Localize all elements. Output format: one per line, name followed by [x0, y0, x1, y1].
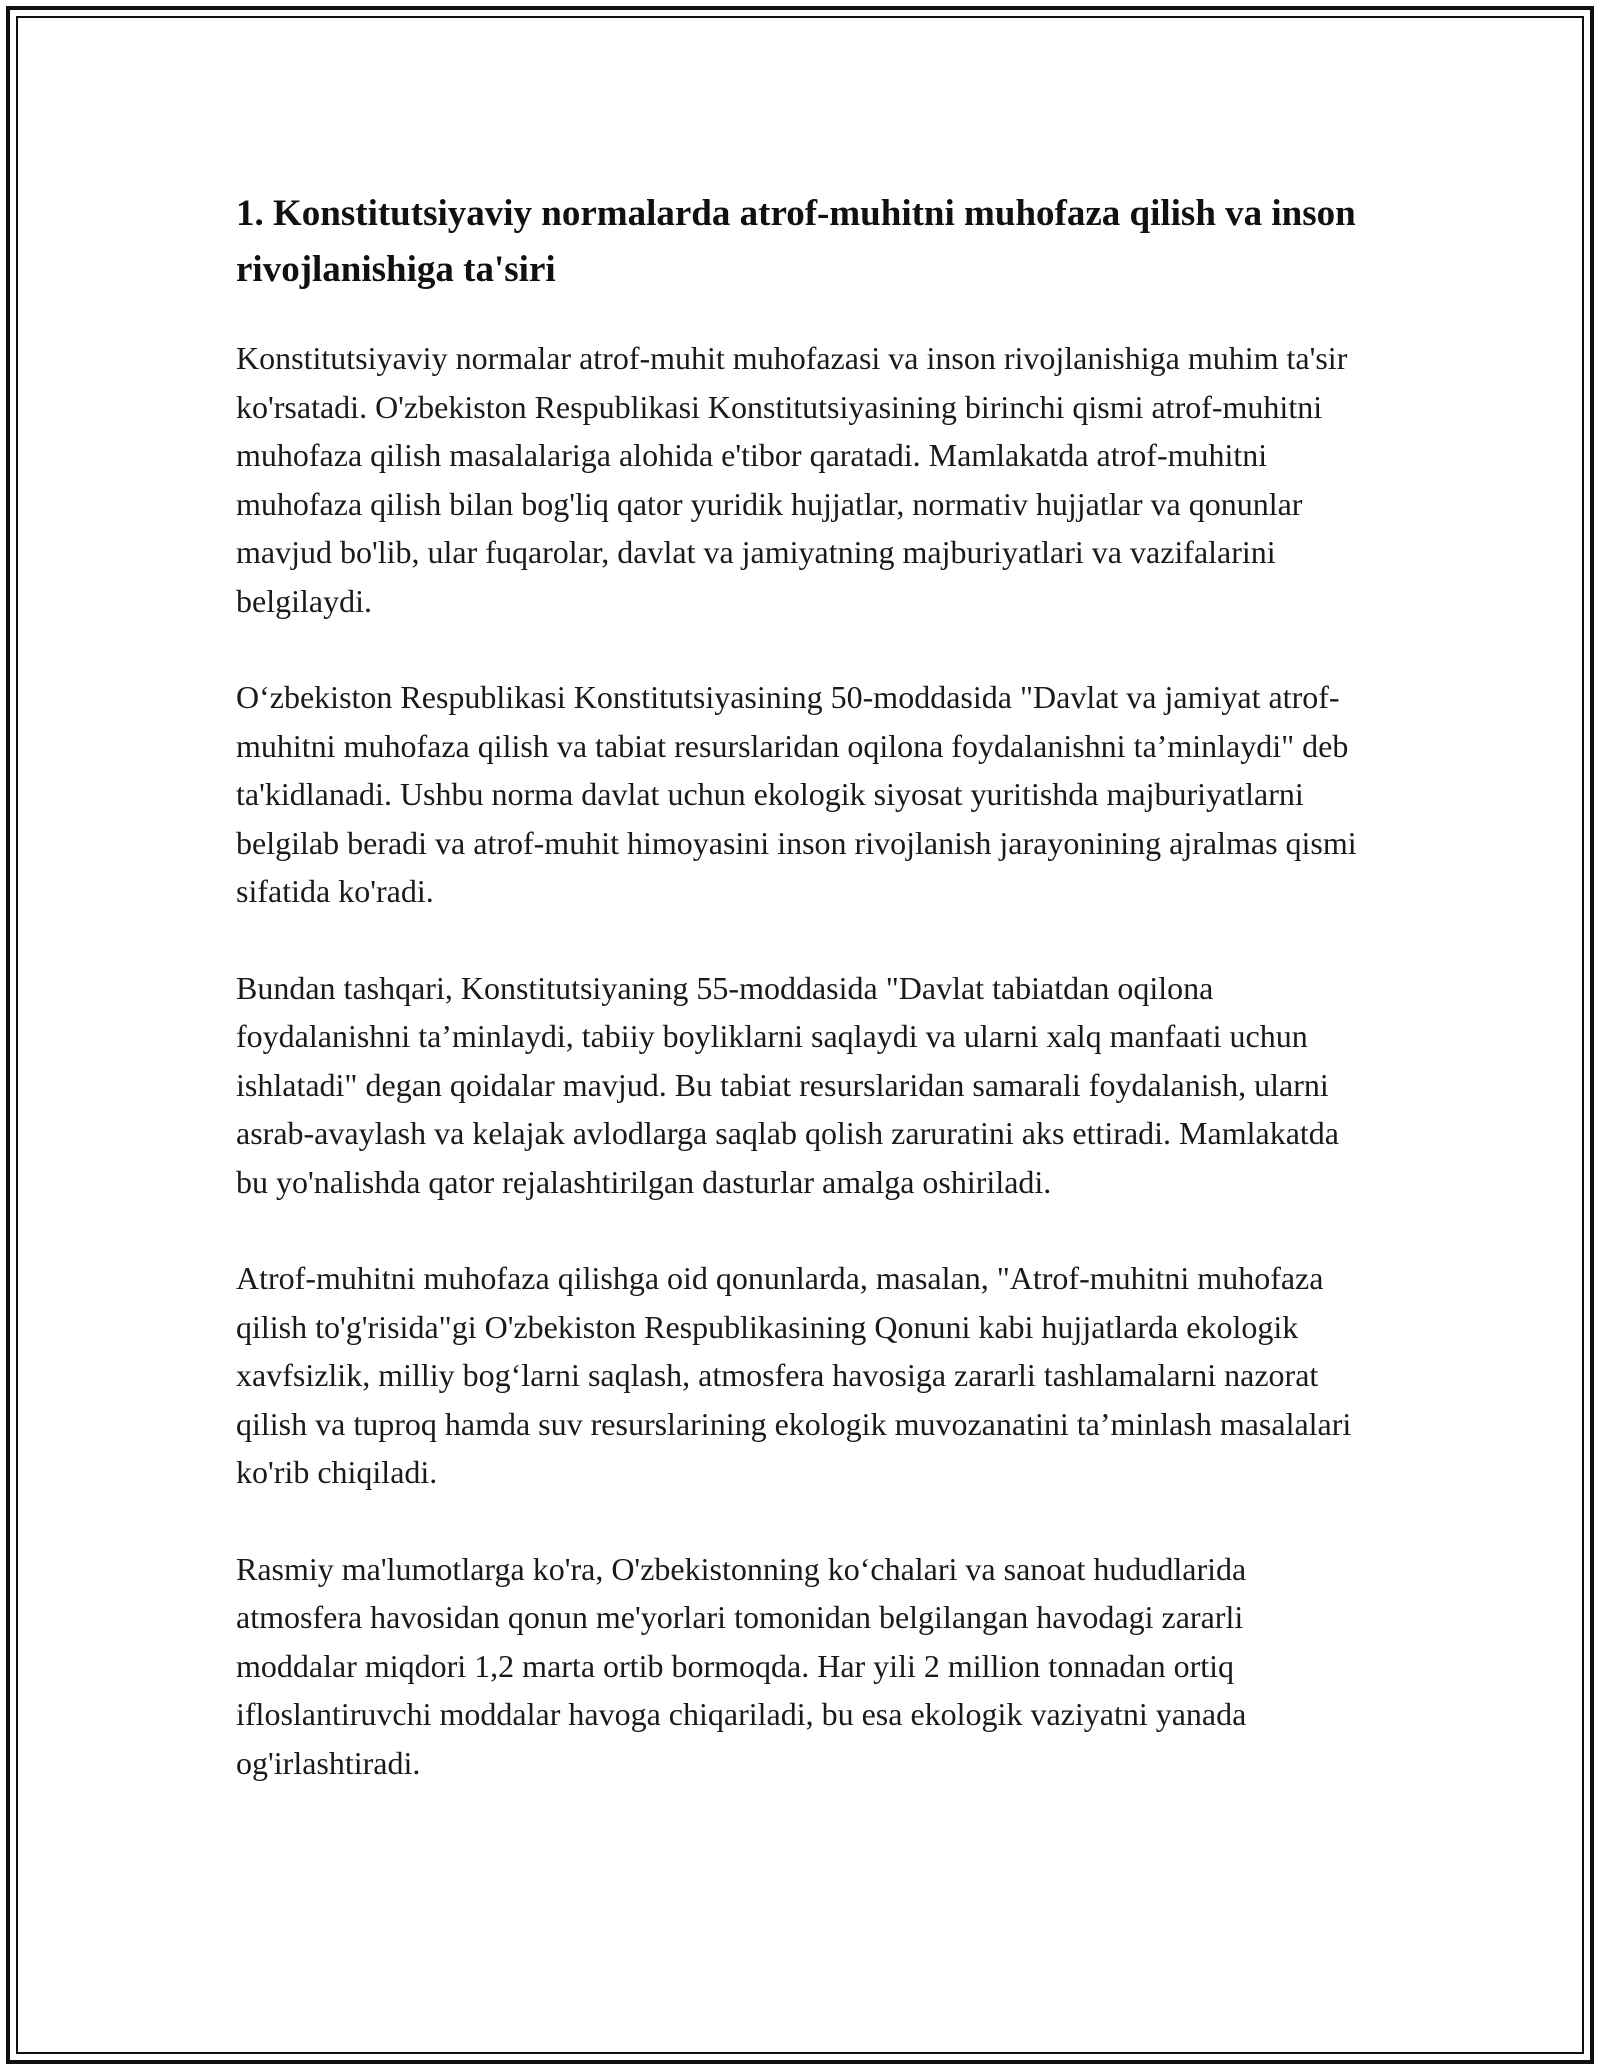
paragraph-2: O‘zbekiston Respublikasi Konstitutsiyasining 50-moddasida "Davlat va jamiyat atrof-muhitni muhofaza qilish va tabiat resurslaridan oqilona foydalanishni ta’minlaydi" deb ta'kidlanadi. Ushbu norma davlat uchun ekologik siyosat yuritishda majburiyatlarni belgilab beradi va atrof-muhit himoyasini inson rivojlanish jarayonining ajralmas qismi sifatida ko'radi. [236, 679, 1357, 909]
paragraph-5: Rasmiy ma'lumotlarga ko'ra, O'zbekistonning ko‘chalari va sanoat hududlarida atmosfera havosidan qonun me'yorlari tomonidan belgilangan havodagi zararli moddalar miqdori 1,2 marta ortib bormoqda. Har yili 2 million tonnadan ortiq ifloslantiruvchi moddalar havoga chiqariladi, bu esa ekologik vaziyatni yanada og'irlashtiradi. [236, 1550, 1247, 1781]
document-body [236, 186, 1366, 1835]
paragraph-3: Bundan tashqari, Konstitutsiyaning 55-moddasida "Davlat tabiatdan oqilona foydalanishni ta’minlaydi, tabiiy boyliklarni saqlaydi va ularni xalq manfaati uchun ishlatadi" degan qoidalar mavjud. Bu tabiat resurslaridan samarali foydalanish, ularni asrab-avaylash va kelajak avlodlarga saqlab qolish zaruratini aks ettiradi. Mamlakatda bu yo'nalishda qator rejalashtirilgan dasturlar amalga oshiriladi. [236, 969, 1339, 1200]
paragraph-1: Konstitutsiyaviy normalar atrof-muhit muhofazasi va inson rivojlanishiga muhim ta'sir ko'rsatadi. O'zbekiston Respublikasi Konstitutsiyasining birinchi qismi atrof-muhitni muhofaza qilish masalalariga alohida e'tibor qaratadi. Mamlakatda atrof-muhitni muhofaza qilish bilan bog'liq qator yuridik hujjatlar, normativ hujjatlar va qonunlar mavjud bo'lib, ular fuqarolar, davlat va jamiyatning majburiyatlari va vazifalarini belgilaydi. [236, 340, 1348, 619]
paragraph-4: Atrof-muhitni muhofaza qilishga oid qonunlarda, masalan, "Atrof-muhitni muhofaza qilish to'g'risida"gi O'zbekiston Respublikasining Qonuni kabi hujjatlarda ekologik xavfsizlik, milliy bog‘larni saqlash, atmosfera havosiga zararli tashlamalarni nazorat qilish va tuproq hamda suv resurslarining ekologik muvozanatini ta’minlash masalalari ko'rib chiqiladi. [236, 1260, 1352, 1490]
section-heading: 1. Konstitutsiyaviy normalarda atrof-muhitni muhofaza qilish va inson rivojlanishiga ta'siri [236, 193, 1356, 290]
